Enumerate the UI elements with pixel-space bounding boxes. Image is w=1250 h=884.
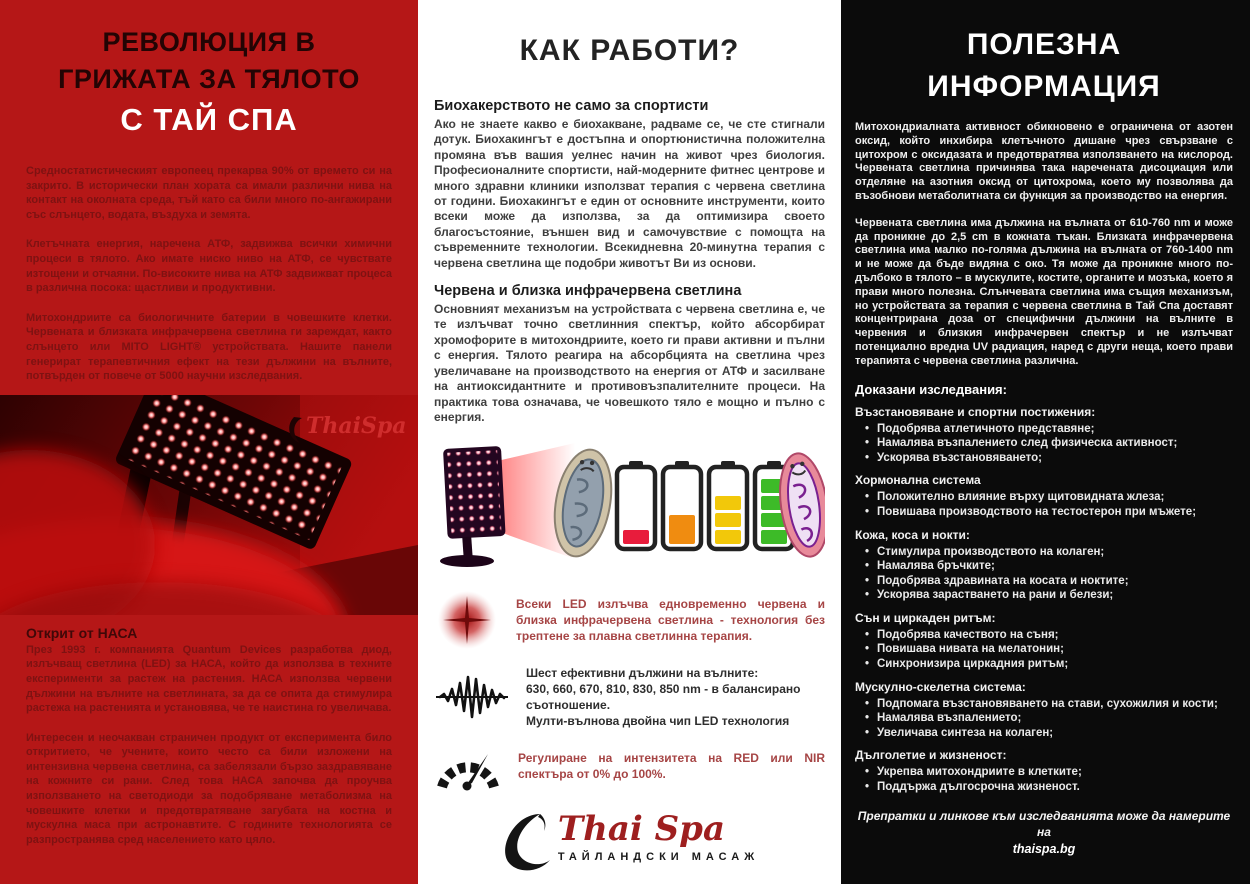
nasa-heading: Открит от НАСА <box>26 624 138 641</box>
study-item: • Повишава производството на тестостерон при мъжете; <box>865 505 1233 520</box>
study-group-title: Дълголетие и жизненост: <box>855 748 1007 763</box>
feature-list <box>434 584 825 794</box>
wavelengths-line2: 630, 660, 670, 810, 830, 850 nm - в балансирано съотношение. <box>526 682 801 713</box>
study-group-hormones <box>855 473 1233 519</box>
left-title-line2: ГРИЖАТА ЗА ТЯЛОТО <box>58 64 360 94</box>
study-group-sleep <box>855 611 1233 672</box>
biohacking-section <box>434 98 825 271</box>
red-light-therapy-photo <box>0 395 418 615</box>
red-light-room-illustration <box>0 395 418 615</box>
biohacking-heading: Биохакерството не само за спортисти <box>434 98 709 114</box>
nasa-paragraph-1: През 1993 г. компанията Quantum Devices разработва диод, излъчващ светлина (LED) за НАСА, който да използва в техните експерименти за растеж на растения. НАСА използва червени дължини на вълните на светлината, за да се опита да стимулира растежа на растенията и установява, че те наистина го увеличава. <box>26 643 392 715</box>
study-group-title: Кожа, коса и нокти: <box>855 527 970 542</box>
study-item: • Увеличава синтеза на колаген; <box>865 726 1233 741</box>
left-title-brand: С ТАЙ СПА <box>120 102 298 137</box>
logo-tagline: ТАЙЛАНДСКИ МАСАЖ <box>557 851 760 864</box>
study-item: • Поддържа дългосрочна жизненост. <box>865 780 1233 795</box>
left-title-line1: РЕВОЛЮЦИЯ В <box>102 27 316 57</box>
useful-info-heading <box>855 24 1233 108</box>
gauge-icon <box>434 739 502 793</box>
right-paragraph-1: Митохондриалната активност обикновено е ограничена от азотен оксид, който инхибира клетъчното дишане чрез свързване с цитохром с оксидазата и предотвратява използването на кислород. Червената светлина причинява така наречената дисоциация или отделяне на азотния оксид от цитохрома, което му позволява да възобнови метаболитната си функция за производство на енергия. <box>855 121 1233 202</box>
logo-script-text: Thai Spa <box>557 809 725 850</box>
study-item: • Намалява бръчките; <box>865 559 1233 574</box>
middle-panel <box>418 0 841 884</box>
study-group-title: Мускулно-скелетна система: <box>855 679 1026 694</box>
study-item: • Ускорява зарастването на рани и белези; <box>865 588 1233 603</box>
left-panel-intro <box>0 0 418 384</box>
feature-led-text: Всеки LED излъчва едновременно червена и близка инфрачервена светлина - технология без трептене за плавна светлинна терапия. <box>516 597 825 644</box>
red-nir-heading: Червена и близка инфрачервена светлина <box>434 283 742 300</box>
study-group-longevity <box>855 748 1233 794</box>
left-paragraph-2: Клетъчната енергия, наречена АТФ, задвижва всички химични процеси в тялото. Ако имате ниско ниво на АТФ, се чувствате изтощени и отчаяни. По-високите нива на АТФ задвижват процеса в различна посока: щастливи и продуктивни. <box>26 238 392 295</box>
red-nir-section <box>434 283 825 425</box>
study-group-skin <box>855 528 1233 603</box>
battery-low-icon <box>617 461 655 549</box>
study-item: • Подобрява атлетичното представяне; <box>865 422 1233 437</box>
study-group-title: Хормонална система <box>855 473 981 488</box>
study-group-musculoskeletal <box>855 680 1233 741</box>
left-paragraph-3: Митохондриите са биологичните батерии в човешките клетки. Червената и близката инфрачервена светлина ги зареждат, както слънцето или MITO LIGHT® устройствата. Нашите панели генерират терапевтичния ефект на тези дължини на вълните, потвърден от повече от 5000 научни изследвания. <box>26 311 392 383</box>
right-panel <box>841 0 1250 884</box>
feature-wavelengths <box>434 665 825 729</box>
references-text: Препратки и линкове към изследванията може да намерите на <box>857 808 1231 839</box>
study-item: • Синхронизира циркадния ритъм; <box>865 657 1233 672</box>
watermark-text: ThaiSpa <box>306 412 407 439</box>
battery-high-icon <box>709 461 747 549</box>
study-item: • Подобрява качеството на съня; <box>865 628 1233 643</box>
left-paragraph-1: Средностатистическият европеец прекарва 90% от времето си на закрито. В исторически план хората са имали различни нива на контакт на околната среда, тъй като са били много по-ангажирани със слънцето, водата, въздуха и земята. <box>26 165 392 221</box>
study-item: • Повишава нивата на мелатонин; <box>865 642 1233 657</box>
photo-watermark <box>289 413 406 443</box>
study-group-title: Сън и циркаден ритъм: <box>855 610 996 625</box>
led-panel-icon <box>440 446 506 567</box>
useful-info-line2: ИНФОРМАЦИЯ <box>927 70 1161 103</box>
left-panel <box>0 0 418 884</box>
useful-info-line1: ПОЛЕЗНА <box>966 28 1122 61</box>
study-item: • Намалява възпалението след физическа активност; <box>865 436 1233 451</box>
study-item: • Укрепва митохондриите в клетките; <box>865 765 1233 780</box>
battery-medium-icon <box>663 461 701 549</box>
nasa-section <box>0 615 418 848</box>
study-item: • Подпомага възстановяването на стави, сухожилия и кости; <box>865 697 1233 712</box>
studies-heading: Доказани изследвания: <box>855 381 1007 397</box>
mitochondria-charging-illustration <box>435 439 825 576</box>
wavelengths-line3: Мулти-вълнова двойна чип LED технология <box>526 714 790 729</box>
nasa-paragraph-2: Интересен и неочакван страничен продукт от експеримента било откритието, че учените, които често са били изложени на интензивна червена светлина, са забелязали бързо заздравяване на кожните си рани. След това НАСА започва да проучва използването на светодиоди за подобряване метаболизма на човешките клетки и предотвратяване загубата на костна и мускулна маса при астронавтите. С годините технологията се разпространява сред населението като цяло. <box>26 731 392 846</box>
study-item: • Ускорява възстановяването; <box>865 451 1233 466</box>
study-group-title: Възстановяване и спортни постижения: <box>855 404 1096 419</box>
study-item: • Стимулира производството на колаген; <box>865 545 1233 560</box>
website-text: thaispa.bg <box>1012 841 1076 856</box>
waveform-icon <box>434 673 510 721</box>
feature-intensity-text: Регулиране на интензитета на RED или NIR спектъра от 0% до 100%. <box>518 751 825 782</box>
thai-spa-logo <box>500 810 759 877</box>
feature-led <box>434 584 825 656</box>
study-item: • Подобрява здравината на косата и ноктите; <box>865 574 1233 589</box>
left-title <box>26 24 392 98</box>
swan-swirl-icon <box>500 810 552 877</box>
wavelengths-line1: Шест ефективни дължини на вълните: <box>526 666 759 681</box>
study-item: • Положително влияние върху щитовидната жлеза; <box>865 490 1233 505</box>
feature-intensity <box>434 738 825 794</box>
feature-wavelengths-text <box>526 665 825 729</box>
study-group-recovery <box>855 405 1233 466</box>
how-it-works-heading: КАК РАБОТИ? <box>519 34 740 67</box>
biohacking-body: Ако не знаете какво е биохакване, радваме се, че сте стигнали дотук. Биохакингът е достъпна и опортюнистична положителна промяна във вашия уелнес начин на живот чрез биология. Професионалните спортисти, най-модерните фитнес центрове и много здравни клиники използват терапия с червена светлина от години. Биохакингът е един от основните инструменти, които всеки може да използва, за да оптимизира своето благосъстояние, външен вид и самочувствие с помощта на съвременните технологии. Всекидневна 20-минутна терапия с червена светлина ще подобри животът Ви из основи. <box>434 117 825 270</box>
glow-star-icon <box>434 590 500 650</box>
red-nir-body: Основният механизъм на устройствата с червена светлина е, че те излъчват точно светлинния спектър, който абсорбират хромофорите в митохондриите, което ги прави активни и пълни с енергия. Тялото реагира на абсорбцията на светлина чрез увеличаване на производството на енергия от АТФ и засилване на антиоксидантните и противовъзпалителните процеси. На практика това означава, че човешкото тяло е мощно и пълно с енергия. <box>434 302 825 424</box>
references-footer <box>855 808 1233 856</box>
study-item: • Намалява възпалението; <box>865 711 1233 726</box>
right-paragraph-2: Червената светлина има дължина на вълната от 610-760 nm и може да проникне до 2,5 cm в кожната тъкан. Близката инфрачервена светлина има малко по-голяма дължина на вълната от 760-1400 nm и не може да бъде видяна с око. Тя може да проникне много по-дълбоко в тялото – в мускулите, костите, органите и мозъка, което я прави много полезна. Слънчевата светлина има същия механизъм, но устройствата за терапия с червена светлина в Тай Спа доставят концентрирана доза от специфични дължини на вълните в червения и близкия инфрачервен спектър и не излъчват потенциално вредна UV радиация, наред с други неща, което прави терапията с червена светлина различна. <box>855 216 1233 367</box>
